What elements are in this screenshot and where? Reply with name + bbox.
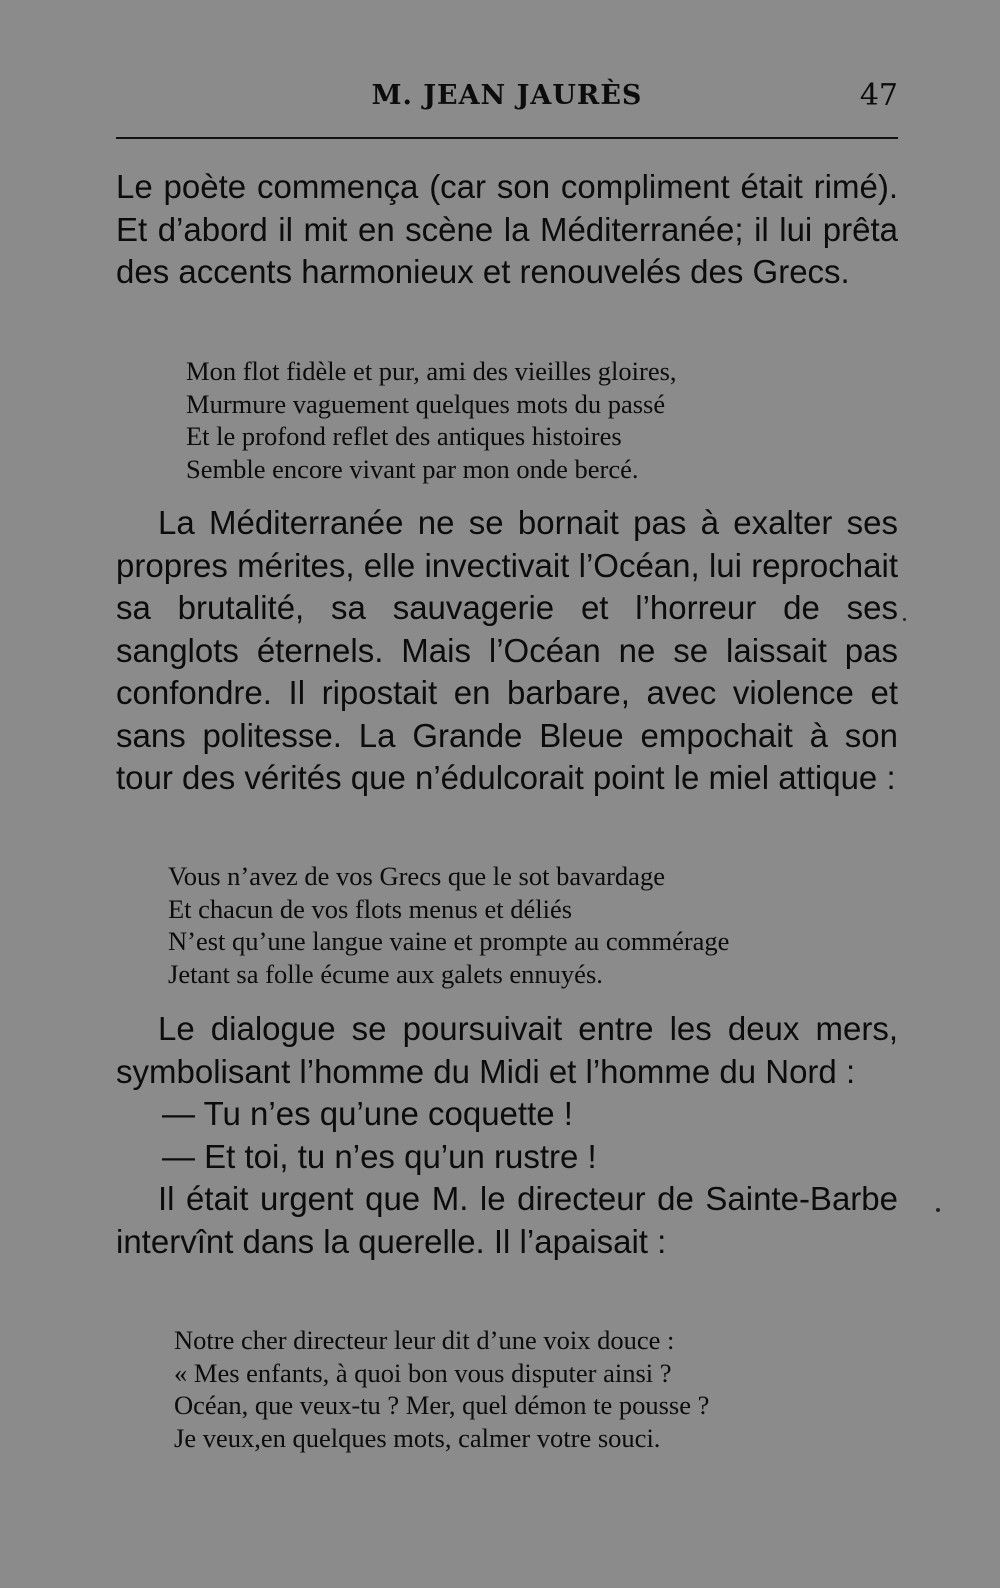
header-rule: [116, 137, 898, 139]
verse-line: Océan, que veux-tu ? Mer, quel démon te pousse ?: [174, 1390, 710, 1420]
paragraph-2: [116, 502, 898, 800]
running-title: M. JEAN JAURÈS: [371, 80, 643, 111]
verse-line: N’est qu’une langue vaine et prompte au commérage: [168, 926, 730, 956]
paragraph-3: [116, 1008, 898, 1263]
paragraph-text: Le dialogue se poursuivait entre les deux mers, symbolisant l’homme du Midi et l’homme du Nord :: [116, 1010, 898, 1090]
page-header: [116, 74, 898, 118]
verse-line: Et le profond reflet des antiques histoires: [186, 421, 622, 451]
paragraph-text: La Méditerranée ne se bornait pas à exalter ses propres mérites, elle invectivait l’Océan, lui reprochait sa brutalité, sa sauvagerie et l’horreur de ses sanglots éternels. Mais l’Océan ne se laissait pas confondre. Il ripostait en barbare, avec violence et sans politesse. La Grande Bleue empochait à son tour des vérités que n’édulcorait point le miel attique :: [116, 504, 898, 796]
page-number: 47: [859, 78, 898, 113]
verse-line: Je veux,en quelques mots, calmer votre souci.: [174, 1422, 661, 1453]
paragraph-4-text: Il était urgent que M. le directeur de Sainte-Barbe intervînt dans la querelle. Il l’apaisait :: [116, 1180, 898, 1260]
verse-line: Vous n’avez de vos Grecs que le sot bavardage: [168, 861, 665, 891]
dialogue-line-2: — Et toi, tu n’es qu’un rustre !: [162, 1137, 597, 1175]
verse-line: Mon flot fidèle et pur, ami des vieilles gloires,: [186, 356, 677, 386]
verse-line: « Mes enfants, à quoi bon vous disputer ainsi ?: [174, 1357, 672, 1388]
verse-stanza-2: [168, 860, 729, 990]
verse-line: Murmure vaguement quelques mots du passé: [186, 388, 666, 419]
verse-stanza-1: [186, 355, 677, 485]
verse-stanza-3: [174, 1324, 709, 1454]
verse-line: Semble encore vivant par mon onde bercé.: [186, 453, 639, 484]
scan-speck: [903, 618, 906, 621]
verse-line: Et chacun de vos flots menus et déliés: [168, 893, 573, 924]
verse-line: Jetant sa folle écume aux galets ennuyés.: [168, 958, 603, 989]
paragraph-1: [116, 166, 898, 294]
verse-line: Notre cher directeur leur dit d’une voix douce :: [174, 1325, 675, 1355]
scan-speck: [936, 1208, 940, 1212]
paragraph-text: Le poète commença (car son compliment était rimé). Et d’abord il mit en scène la Méditerranée; il lui prêta des accents harmonieux et renouvelés des Grecs.: [116, 168, 898, 290]
dialogue-line-1: — Tu n’es qu’une coquette !: [162, 1095, 573, 1132]
